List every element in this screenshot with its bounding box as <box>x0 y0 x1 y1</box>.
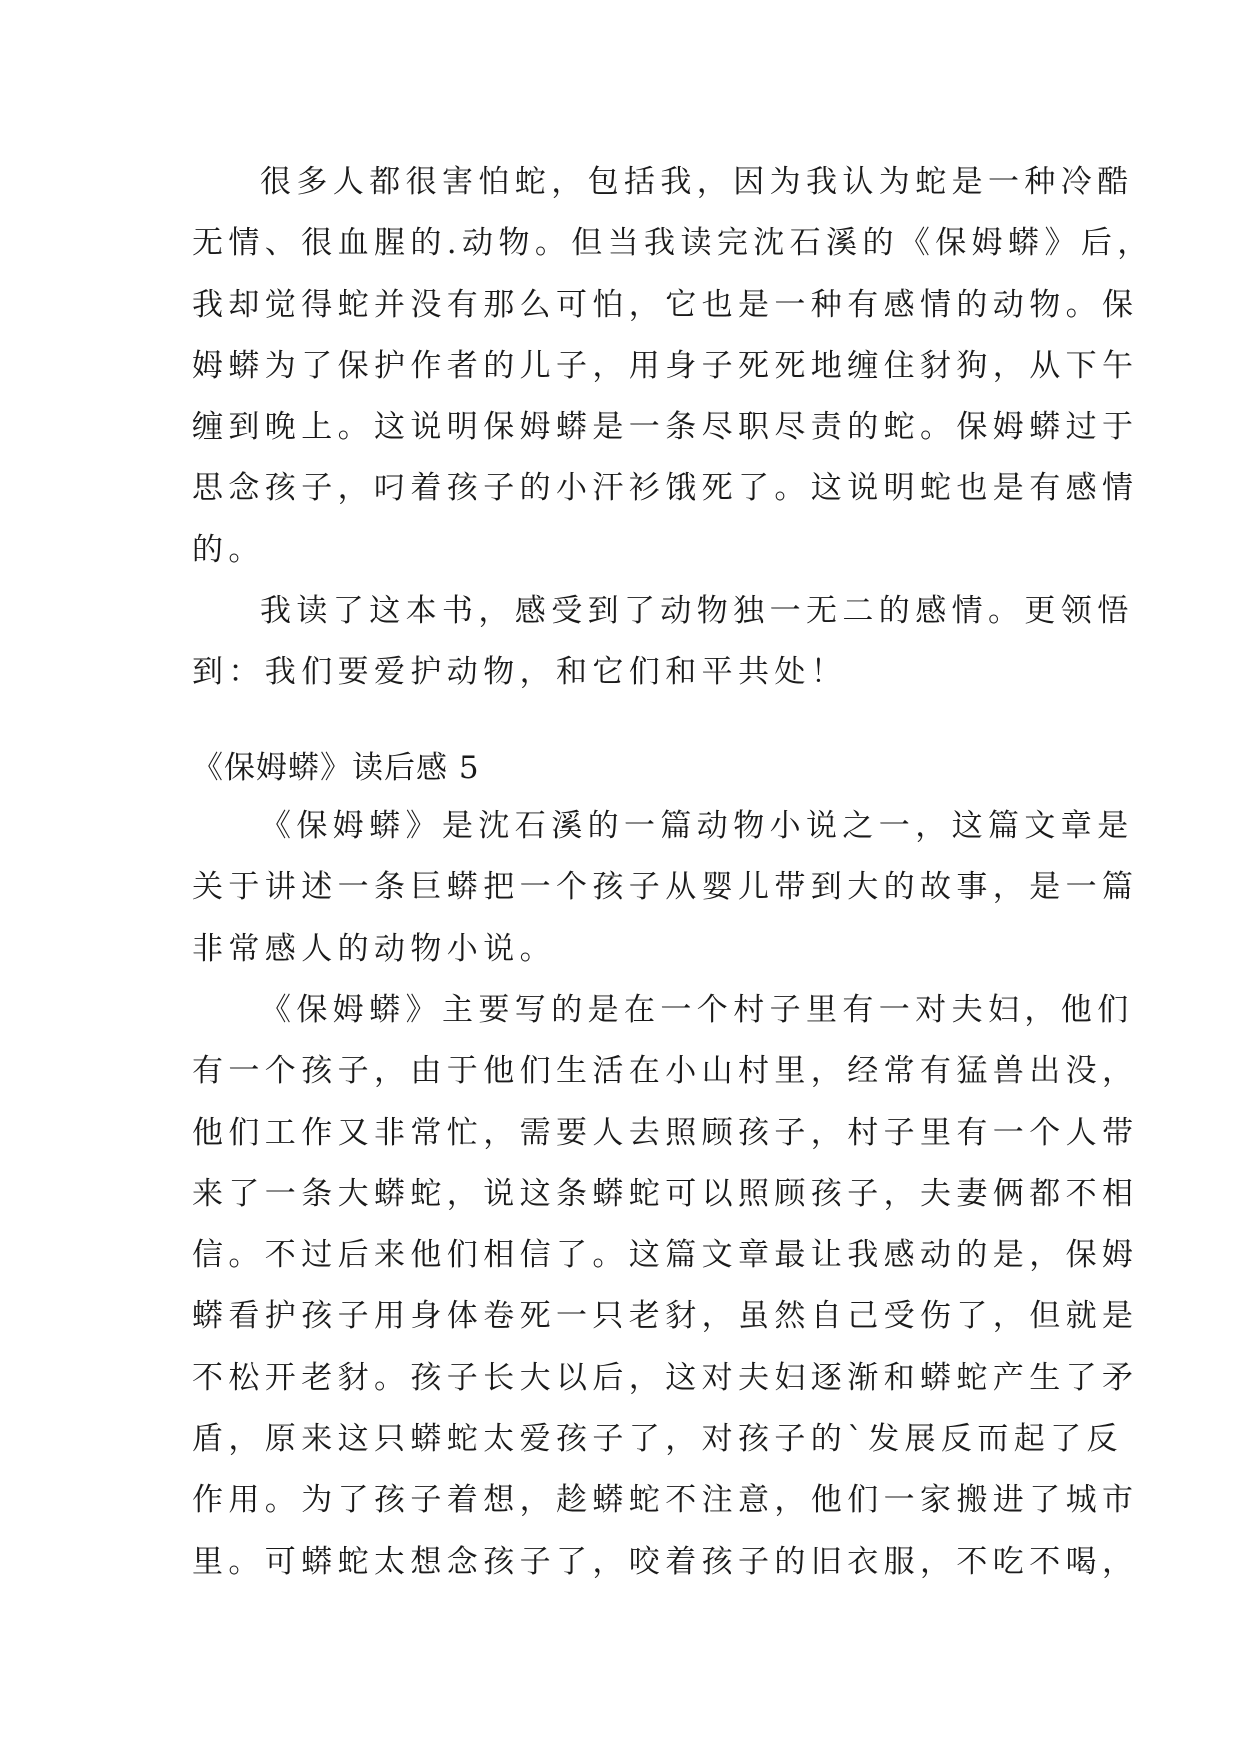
text-line: 蟒看护孩子用身体卷死一只老豺，虽然自己受伤了，但就是 <box>192 1298 1139 1335</box>
text-line: 盾，原来这只蟒蛇太爱孩子了，对孩子的`发展反而起了反 <box>192 1421 1123 1458</box>
text-line: 作用。为了孩子着想，趁蟒蛇不注意，他们一家搬进了城市 <box>192 1482 1139 1519</box>
text-line: 里。可蟒蛇太想念孩子了，咬着孩子的旧衣服，不吃不喝， <box>192 1543 1139 1580</box>
text-line: 非常感人的动物小说。 <box>192 930 556 967</box>
text-line: 关于讲述一条巨蟒把一个孩子从婴儿带到大的故事，是一篇 <box>192 869 1139 906</box>
text-line: 缠到晚上。这说明保姆蟒是一条尽职尽责的蛇。保姆蟒过于 <box>192 409 1139 446</box>
text-line: 《保姆蟒》主要写的是在一个村子里有一对夫妇，他们 <box>260 992 1134 1028</box>
text-line: 我却觉得蛇并没有那么可怕，它也是一种有感情的动物。保 <box>192 286 1139 323</box>
text-line: 到：我们要爱护动物，和它们和平共处！ <box>192 654 848 691</box>
section-one-paragraph-2 <box>192 581 1134 704</box>
text-line: 很多人都很害怕蛇，包括我，因为我认为蛇是一种冷酷 <box>260 164 1134 200</box>
text-line: 《保姆蟒》是沈石溪的一篇动物小说之一，这篇文章是 <box>260 808 1134 844</box>
text-line: 他们工作又非常忙，需要人去照顾孩子，村子里有一个人带 <box>192 1114 1139 1151</box>
text-line: 不松开老豺。孩子长大以后，这对夫妇逐渐和蟒蛇产生了矛 <box>192 1359 1139 1396</box>
text-line: 思念孩子，叼着孩子的小汗衫饿死了。这说明蛇也是有感情 <box>192 470 1139 507</box>
text-line: 有一个孩子，由于他们生活在小山村里，经常有猛兽出没， <box>192 1053 1139 1090</box>
text-line: 我读了这本书，感受到了动物独一无二的感情。更领悟 <box>260 593 1134 629</box>
text-line: 信。不过后来他们相信了。这篇文章最让我感动的是，保姆 <box>192 1237 1139 1274</box>
section-two-paragraph-2 <box>192 980 1139 1593</box>
section-heading: 《保姆蟒》读后感 5 <box>192 750 480 786</box>
text-line: 来了一条大蟒蛇，说这条蟒蛇可以照顾孩子，夫妻俩都不相 <box>192 1175 1139 1212</box>
text-line: 姆蟒为了保护作者的儿子，用身子死死地缠住豺狗，从下午 <box>192 347 1139 384</box>
section-two-paragraph-1 <box>192 796 1139 980</box>
text-line: 无情、很血腥的.动物。但当我读完沈石溪的《保姆蟒》后， <box>192 225 1154 262</box>
section-one-paragraph-1 <box>192 152 1154 581</box>
text-line: 的。 <box>192 531 265 568</box>
